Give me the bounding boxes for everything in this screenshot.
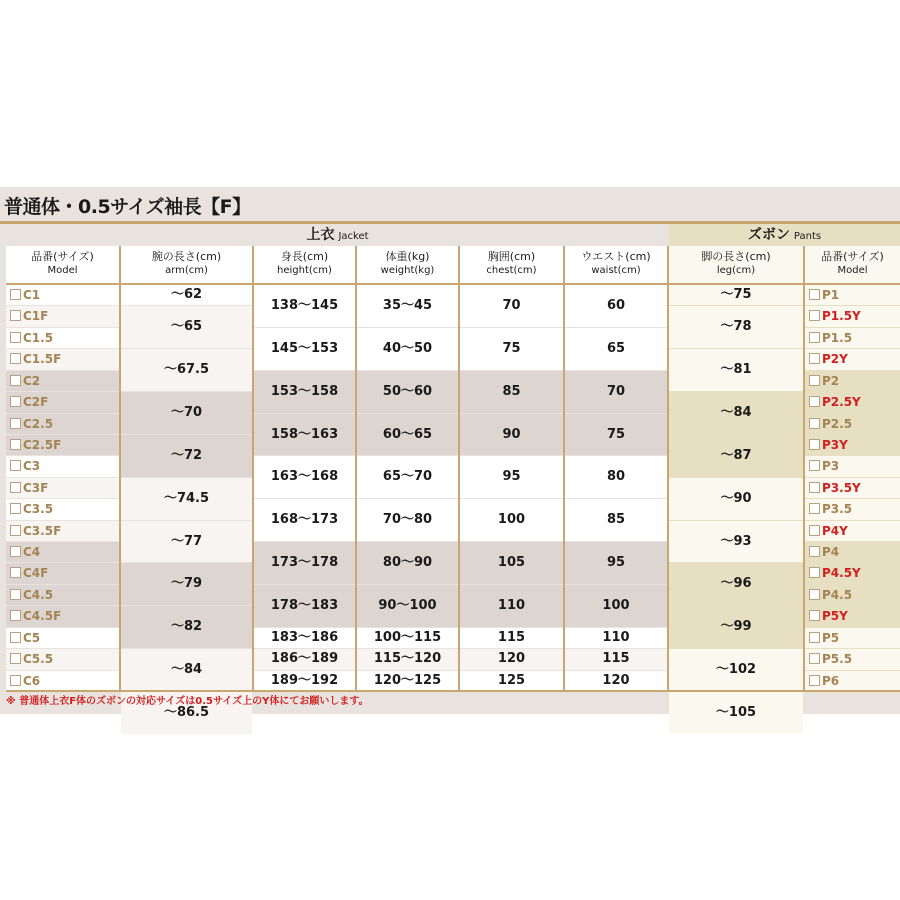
height-value-cell: 168～173 xyxy=(254,499,355,541)
jacket-model-cell: C6 xyxy=(6,671,119,691)
leg-value-cell: ～84 xyxy=(669,392,803,434)
arm-value-cell: ～82 xyxy=(121,606,252,648)
weight-value-cell: 60～65 xyxy=(357,414,458,456)
chest-value-cell: 75 xyxy=(460,328,563,370)
arm-value-cell: ～65 xyxy=(121,306,252,348)
jacket-model-cell: C2F xyxy=(6,392,119,412)
group-header-jacket xyxy=(6,224,669,246)
height-value-cell: 153～158 xyxy=(254,371,355,413)
weight-value-cell: 115～120 xyxy=(357,649,458,669)
column-header xyxy=(565,246,667,283)
arm-value-cell: ～72 xyxy=(121,435,252,477)
pants-model-cell: P1.5 xyxy=(805,328,900,348)
pants-model-cell: P2.5 xyxy=(805,414,900,434)
column-header-jp: 体重(kg) xyxy=(385,250,430,263)
column-header-en: waist(cm) xyxy=(591,265,641,276)
jacket-model-cell: C1.5 xyxy=(6,328,119,348)
jacket-model-cell: C4 xyxy=(6,542,119,562)
leg-value-cell: ～90 xyxy=(669,478,803,520)
jacket-model-cell: C4.5 xyxy=(6,585,119,605)
weight-value-cell: 100～115 xyxy=(357,628,458,648)
pants-model-cell: P4.5Y xyxy=(805,563,900,583)
column-header xyxy=(357,246,458,283)
jacket-model-cell: C2 xyxy=(6,371,119,391)
chest-value-cell: 120 xyxy=(460,649,563,669)
height-value-cell: 145～153 xyxy=(254,328,355,370)
pants-model-cell: P1 xyxy=(805,285,900,305)
column-header-en: Model xyxy=(837,265,868,276)
waist-value-cell: 85 xyxy=(565,499,667,541)
weight-value-cell: 40～50 xyxy=(357,328,458,370)
chest-value-cell: 105 xyxy=(460,542,563,584)
pants-model-cell: P6 xyxy=(805,671,900,691)
jacket-model-cell: C5 xyxy=(6,628,119,648)
column-header-en: weight(kg) xyxy=(380,265,435,276)
waist-value-cell: 115 xyxy=(565,649,667,669)
arm-value-cell: ～79 xyxy=(121,563,252,605)
waist-value-cell: 80 xyxy=(565,456,667,498)
pants-model-cell: P2.5Y xyxy=(805,392,900,412)
column-header xyxy=(6,246,119,283)
waist-value-cell: 120 xyxy=(565,671,667,691)
height-value-cell: 158～163 xyxy=(254,414,355,456)
chest-value-cell: 90 xyxy=(460,414,563,456)
column-header-jp: 身長(cm) xyxy=(280,250,329,263)
group-header-pants xyxy=(669,224,900,246)
height-value-cell: 189～192 xyxy=(254,671,355,691)
waist-value-cell: 110 xyxy=(565,628,667,648)
waist-value-cell: 60 xyxy=(565,285,667,327)
chest-value-cell: 70 xyxy=(460,285,563,327)
column-header-jp: 品番(サイズ) xyxy=(821,250,884,263)
column-header xyxy=(254,246,355,283)
waist-value-cell: 100 xyxy=(565,585,667,627)
weight-value-cell: 65～70 xyxy=(357,456,458,498)
jacket-model-cell: C1.5F xyxy=(6,349,119,369)
jacket-model-cell: C3F xyxy=(6,478,119,498)
arm-value-cell: ～84 xyxy=(121,649,252,691)
height-value-cell: 183～186 xyxy=(254,628,355,648)
leg-value-cell: ～87 xyxy=(669,435,803,477)
chest-value-cell: 85 xyxy=(460,371,563,413)
column-divider xyxy=(119,246,121,691)
arm-value-cell: ～86.5 xyxy=(121,692,252,734)
column-header xyxy=(669,246,803,283)
column-header-en: leg(cm) xyxy=(716,265,756,276)
leg-value-cell: ～75 xyxy=(669,285,803,305)
jacket-model-cell: C1F xyxy=(6,306,119,326)
height-value-cell: 163～168 xyxy=(254,456,355,498)
jacket-model-cell: C1 xyxy=(6,285,119,305)
column-divider xyxy=(803,246,805,691)
pants-model-cell: P3 xyxy=(805,456,900,476)
waist-value-cell: 75 xyxy=(565,414,667,456)
header-divider xyxy=(6,283,900,285)
leg-value-cell: ～102 xyxy=(669,649,803,691)
column-header-jp: 脚の長さ(cm) xyxy=(701,250,771,263)
jacket-model-cell: C2.5 xyxy=(6,414,119,434)
footnote: ※ 普通体上衣F体のズボンの対応サイズは0.5サイズ上のY体にてお願いします。 xyxy=(6,696,369,707)
group-sub-pants: Pants xyxy=(793,231,822,242)
pants-model-cell: P1.5Y xyxy=(805,306,900,326)
pants-model-cell: P4.5 xyxy=(805,585,900,605)
weight-value-cell: 90～100 xyxy=(357,585,458,627)
weight-value-cell: 35～45 xyxy=(357,285,458,327)
pants-model-cell: P3.5 xyxy=(805,499,900,519)
column-header-jp: 品番(サイズ) xyxy=(31,250,94,263)
chart-title: 普通体・0.5サイズ袖長【F】 xyxy=(4,196,251,218)
waist-value-cell: 65 xyxy=(565,328,667,370)
jacket-model-cell: C3.5 xyxy=(6,499,119,519)
column-divider xyxy=(252,246,254,691)
jacket-model-cell: C4F xyxy=(6,563,119,583)
leg-value-cell: ～96 xyxy=(669,563,803,605)
height-value-cell: 178～183 xyxy=(254,585,355,627)
chest-value-cell: 95 xyxy=(460,456,563,498)
table-bottom-divider xyxy=(6,690,900,692)
waist-value-cell: 70 xyxy=(565,371,667,413)
chest-value-cell: 110 xyxy=(460,585,563,627)
waist-value-cell: 95 xyxy=(565,542,667,584)
pants-model-cell: P3Y xyxy=(805,435,900,455)
column-header-jp: 胸囲(cm) xyxy=(487,250,536,263)
leg-value-cell: ～93 xyxy=(669,521,803,563)
leg-value-cell: ～81 xyxy=(669,349,803,391)
pants-model-cell: P3.5Y xyxy=(805,478,900,498)
pants-model-cell: P4Y xyxy=(805,521,900,541)
group-sub-jacket: Jacket xyxy=(338,231,369,242)
height-value-cell: 186～189 xyxy=(254,649,355,669)
column-divider xyxy=(667,246,669,691)
column-divider xyxy=(563,246,565,691)
weight-value-cell: 50～60 xyxy=(357,371,458,413)
leg-value-cell: ～78 xyxy=(669,306,803,348)
column-header-en: Model xyxy=(47,265,78,276)
column-header-en: chest(cm) xyxy=(486,265,537,276)
pants-model-cell: P4 xyxy=(805,542,900,562)
column-header-jp: ウエスト(cm) xyxy=(581,250,651,263)
column-header xyxy=(805,246,900,283)
column-divider xyxy=(355,246,357,691)
height-value-cell: 138～145 xyxy=(254,285,355,327)
column-header-jp: 腕の長さ(cm) xyxy=(151,250,222,263)
jacket-model-cell: C4.5F xyxy=(6,606,119,626)
pants-model-cell: P2 xyxy=(805,371,900,391)
jacket-model-cell: C2.5F xyxy=(6,435,119,455)
leg-value-cell: ～99 xyxy=(669,606,803,648)
arm-value-cell: ～62 xyxy=(121,285,252,305)
arm-value-cell: ～70 xyxy=(121,392,252,434)
pants-model-cell: P5Y xyxy=(805,606,900,626)
pants-model-cell: P5.5 xyxy=(805,649,900,669)
column-header-en: height(cm) xyxy=(277,265,332,276)
group-label-jacket: 上衣 xyxy=(306,227,335,243)
column-header xyxy=(460,246,563,283)
arm-value-cell: ～74.5 xyxy=(121,478,252,520)
chest-value-cell: 125 xyxy=(460,671,563,691)
jacket-model-cell: C3 xyxy=(6,456,119,476)
height-value-cell: 173～178 xyxy=(254,542,355,584)
group-label-pants: ズボン xyxy=(747,227,790,243)
chest-value-cell: 100 xyxy=(460,499,563,541)
column-header-en: arm(cm) xyxy=(165,265,208,276)
chest-value-cell: 115 xyxy=(460,628,563,648)
weight-value-cell: 80～90 xyxy=(357,542,458,584)
column-divider xyxy=(458,246,460,691)
pants-model-cell: P2Y xyxy=(805,349,900,369)
weight-value-cell: 70～80 xyxy=(357,499,458,541)
jacket-model-cell: C5.5 xyxy=(6,649,119,669)
weight-value-cell: 120～125 xyxy=(357,671,458,691)
column-header xyxy=(121,246,252,283)
pants-model-cell: P5 xyxy=(805,628,900,648)
jacket-model-cell: C3.5F xyxy=(6,521,119,541)
leg-value-cell: ～105 xyxy=(669,692,803,734)
arm-value-cell: ～77 xyxy=(121,521,252,563)
arm-value-cell: ～67.5 xyxy=(121,349,252,391)
